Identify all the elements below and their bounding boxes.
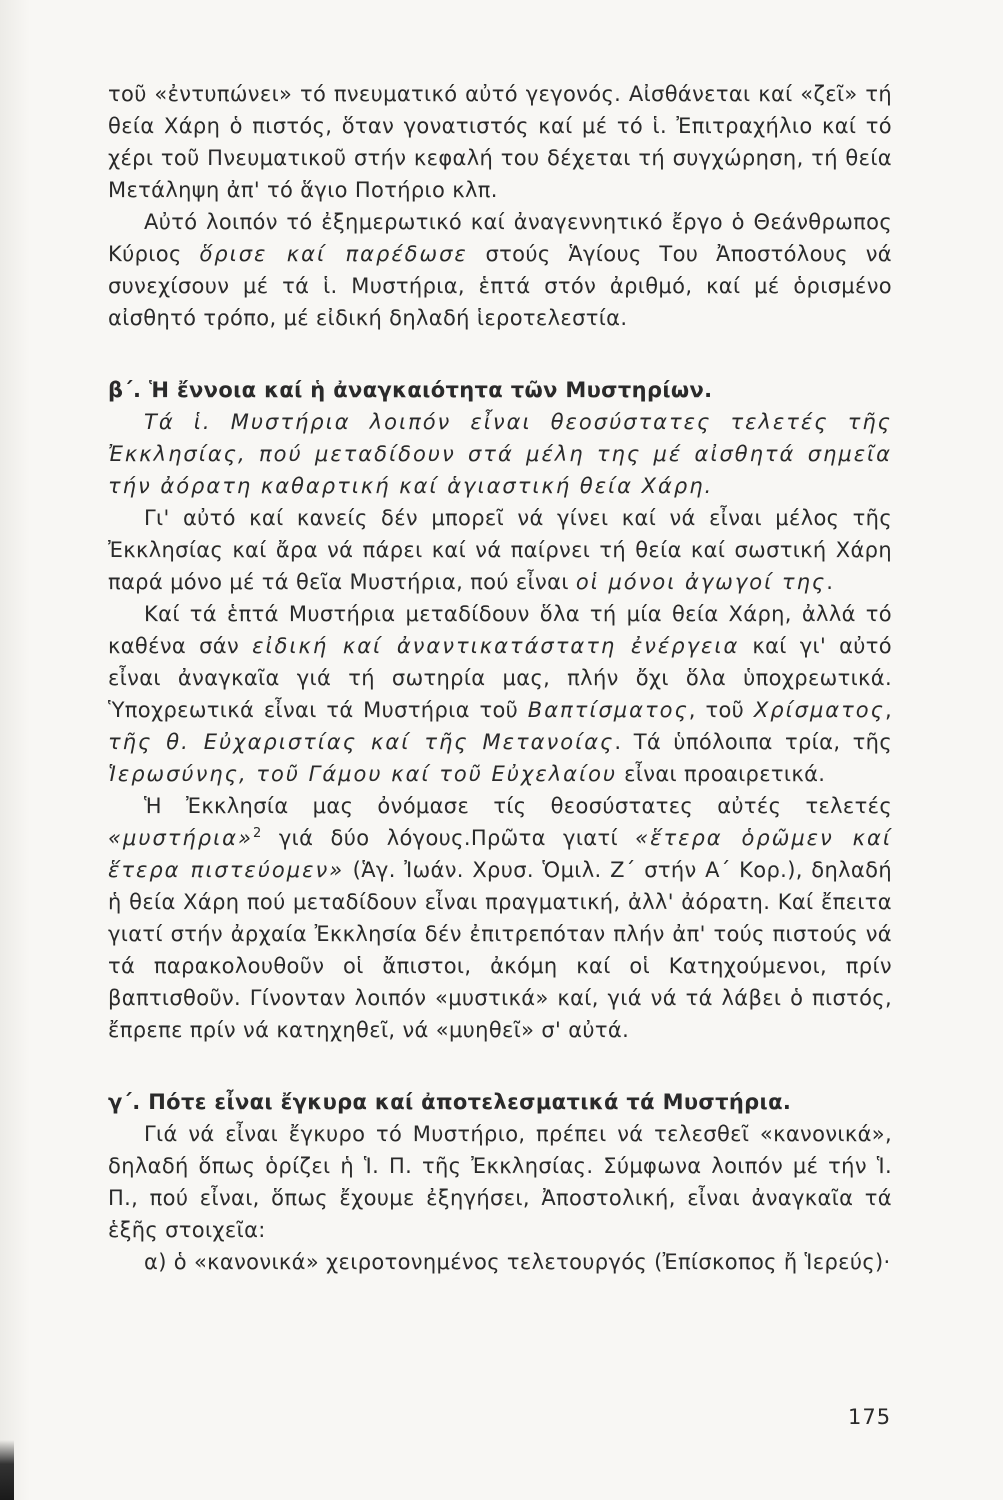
paragraph-membership [108, 502, 892, 598]
text-run: , [884, 698, 892, 722]
text-run: Καί τά ἑπτά Μυστήρια μεταδίδουν ὅλα τή μία θεία Χάρη, ἀλλά τό καθένα σάν [108, 602, 892, 658]
emphasis: εἰδική καί ἀναντικατάστατη ἐνέργεια [252, 634, 740, 658]
text-run: στούς Ἁγίους Του Ἀποστόλους νά συνεχίσουν μέ τά ἱ. Μυστήρια, ἑπτά στόν ἀριθμό, καί μέ ὁρισμένο αἰσθητό τρόπο, μέ εἰδική δηλαδή ἱεροτελεστία. [108, 242, 892, 330]
emphasis: τῆς θ. Εὐχαριστίας καί τῆς Μετανοίας [108, 730, 615, 754]
paragraph-validity: Γιά νά εἶναι ἔγκυρο τό Μυστήριο, πρέπει νά τελεσθεῖ «κανονικά», δηλαδή ὅπως ὁρίζει ἡ Ἱ. Π. τῆς Ἐκκλησίας. Σύμφωνα λοιπόν μέ τήν Ἱ. Π., πού εἶναι, ὅπως ἔχουμε ἐξηγήσει, Ἀποστολική, εἶναι ἀναγκαῖα τά ἑξῆς στοιχεῖα: [108, 1122, 892, 1242]
paragraph-continuation: τοῦ «ἐντυπώνει» τό πνευματικό αὐτό γεγονός. Αἰσθάνεται καί «ζεῖ» τή θεία Χάρη ὁ πιστός, ὅταν γονατιστός καί μέ τό ἱ. Ἐπιτραχήλιο καί τό χέρι τοῦ Πνευματικοῦ στήν κεφαλή του δέχεται τή συγχώρηση, τή θεία Μετάληψη ἀπ' τό ἅγιο Ποτήριο κλπ. [108, 82, 892, 202]
page-number: 175 [848, 1405, 892, 1429]
text-run: Ἡ Ἐκκλησία μας ὀνόμασε τίς θεοσύστατες αὐτές τελετές [144, 794, 892, 818]
paragraph-work [108, 206, 892, 334]
definition-paragraph [108, 406, 892, 502]
emphasis: Χρίσματος [753, 698, 885, 722]
text-run: . [826, 570, 834, 594]
emphasis-quote: «ἕτερα ὁρῶμεν καί ἕτερα πιστεύομεν» [108, 826, 892, 882]
text-run: Αὐτό λοιπόν τό ἐξημερωτικό καί ἀναγεννητικό ἔργο ὁ Θεάνθρωπος Κύριος [108, 210, 892, 266]
emphasis: ὅρισε καί παρέδωσε [199, 242, 468, 266]
footnote-marker: 2 [252, 826, 262, 841]
list-item-a: α) ὁ «κανονικά» χειροτονημένος τελετουργός (Ἐπίσκοπος ἤ Ἱερεύς)· [144, 1250, 891, 1274]
emphasis: Βαπτίσματος [527, 698, 689, 722]
text-run: , τοῦ [688, 698, 754, 722]
emphasis: οἱ μόνοι ἀγωγοί της [575, 570, 827, 594]
emphasis: «μυστήρια» [108, 826, 253, 850]
text-run: καί γι' αὐτό εἶναι ἀναγκαῖα γιά τή σωτηρία μας, πλήν ὄχι ὅλα ὑποχρεωτικά. Ὑποχρεωτικά εἶναι τά Μυστήρια τοῦ [108, 634, 892, 722]
emphasis-definition: Τά ἱ. Μυστήρια λοιπόν εἶναι θεοσύστατες τελετές τῆς Ἐκκλησίας, πού μεταδίδουν στά μέλη της μέ αἰσθητά σημεῖα τήν ἀόρατη καθαρτική καί ἁγιαστική θεία Χάρη. [108, 410, 892, 498]
paragraph-seven-sacraments [108, 598, 892, 790]
emphasis: Ἱερωσύνης, τοῦ Γάμου καί τοῦ Εὐχελαίου [108, 762, 618, 786]
page-text [108, 78, 892, 1278]
text-run: γιά δύο λόγους.Πρῶτα γιατί [261, 826, 636, 850]
text-run: . Τά ὑπόλοιπα τρία, τῆς [614, 730, 892, 754]
binding-shadow [0, 1440, 14, 1500]
text-run: (Ἁγ. Ἰωάν. Χρυσ. Ὁμιλ. Ζ΄ στήν Α΄ Κορ.), δηλαδή ἡ θεία Χάρη πού μεταδίδουν εἶναι πραγματική, ἀλλ' ἀόρατη. Καί ἔπειτα γιατί στήν ἀρχαία Ἐκκλησία δέν ἐπιτρεπόταν πλήν ἀπ' τούς πιστούς νά τά παρακολουθοῦν οἱ ἄπιστοι, ἀκόμη καί οἱ Κατηχούμενοι, πρίν βαπτισθοῦν. Γίνονταν λοιπόν «μυστικά» καί, γιά νά τά λάβει ὁ πιστός, ἔπρεπε πρίν νά κατηχηθεῖ, νά «μυηθεῖ» σ' αὐτά. [108, 858, 892, 1042]
section-heading-b: β΄. Ἡ ἔννοια καί ἡ ἀναγκαιότητα τῶν Μυστηρίων. [108, 378, 713, 402]
paragraph-mysteries-name [108, 790, 892, 1046]
section-heading-c: γ΄. Πότε εἶναι ἔγκυρα καί ἀποτελεσματικά τά Μυστήρια. [108, 1090, 792, 1114]
text-run: Γι' αὐτό καί κανείς δέν μπορεῖ νά γίνει καί νά εἶναι μέλος τῆς Ἐκκλησίας καί ἄρα νά πάρει καί νά παίρνει τή θεία καί σωστική Χάρη παρά μόνο μέ τά θεῖα Μυστήρια, πού εἶναι [108, 506, 892, 594]
text-run: εἶναι προαιρετικά. [617, 762, 826, 786]
